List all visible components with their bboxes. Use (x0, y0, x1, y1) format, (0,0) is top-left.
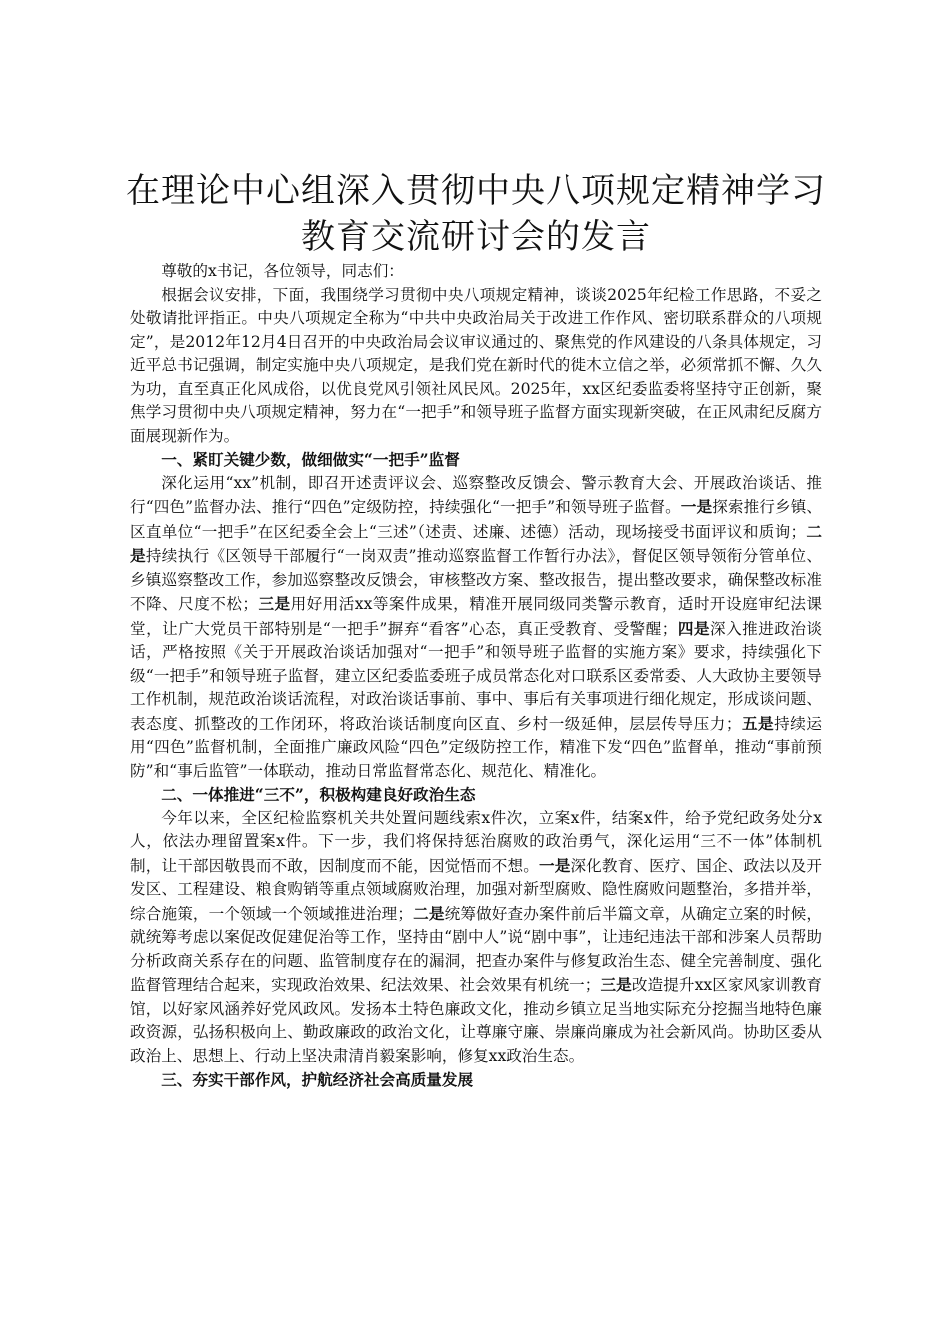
section-1-paragraph (130, 472, 822, 784)
document-title (110, 168, 842, 260)
point-text: 持续运用“四色”监督机制，全面推广廉政风险“四色”定级防控工作，精准下发“四色”监督单，推动“事前预防”和“事后监管”一体联动，推动日常监督常态化、规范化、精准化。 (130, 714, 822, 780)
section-2-heading: 二、一体推进“三不”，积极构建良好政治生态 (161, 785, 476, 804)
point-marker: 五是 (741, 713, 775, 733)
point-text: 统筹做好查办案件前后半篇文章，从确定立案的时候，就统筹考虑以案促改促建促治等工作，坚持由“剧中人”说“剧中事”，让违纪违法干部和涉案人员帮助分析政商关系存在的问题、监管制度存在的漏洞，把查办案件与修复政治生态、健全完善制度、强化监督管理结合起来，实现政治效果、纪法效果、社会效果有机统一； (130, 904, 822, 994)
point-marker: 二是 (413, 903, 445, 923)
point-text: 深化教育、医疗、国企、政法以及开发区、工程建设、粮食购销等重点领域腐败治理，加强对新型腐败、隐性腐败问题整治，多措并举，综合施策，一个领域一个领域推进治理； (130, 856, 822, 923)
point-text: 改造提升xx区家风家训教育馆，以好家风涵养好党风政风。发扬本土特色廉政文化，推动乡镇立足当地实际充分挖掘当地特色廉政资源，弘扬积极向上、勤政廉政的政治文化，让尊廉守廉、崇廉尚廉成为社会新风尚。协助区委从政治上、思想上、行动上坚决肃清肖毅案影响，修复xx政治生态。 (130, 976, 822, 1065)
point-marker: 一是 (538, 855, 571, 875)
section-2-paragraph (130, 807, 822, 1069)
point-text: 用好用活xx等案件成果，精准开展同级同类警示教育，适时开设庭审纪法课堂，让广大党员干部特别是“一把手”摒弃“看客”心态，真正受教育、受警醒； (130, 595, 822, 638)
intro-paragraph: 根据会议安排，下面，我围绕学习贯彻中央八项规定精神，谈谈2025年纪检工作思路，不妥之处敬请批评指正。中央八项规定全称为“中共中央政治局关于改进工作作风、密切联系群众的八项规定”，是2012年12月4日召开的中央政治局会议审议通过的、聚焦党的作风建设的八条具体规定，习近平总书记强调，制定实施中央八项规定，是我们党在新时代的徙木立信之举，必须常抓不懈、久久为功，直至真正化风成俗，以优良党风引领社风民风。2025年，xx区纪委监委将坚持守正创新，聚焦学习贯彻中央八项规定精神，努力在“一把手”和领导班子监督方面实现新突破，在正风肃纪反腐方面展现新作为。 (130, 285, 822, 445)
point-marker: 三是 (258, 594, 291, 613)
salutation: 尊敬的x书记，各位领导，同志们： (161, 262, 404, 280)
title-line-1: 在理论中心组深入贯彻中央八项规定精神学习 (126, 171, 826, 211)
section-1-heading: 一、紧盯关键少数，做细做实“一把手”监督 (161, 450, 460, 469)
point-marker: 二是 (130, 521, 822, 565)
section-2-lead: 今年以来，全区纪检监察机关共处置问题线索x件次，立案x件，结案x件，给予党纪政务处分x人，依法办理留置案x件。下一步，我们将保持惩治腐败的政治勇气，深化运用“三不一体”体制机制，让干部因敬畏而不敢，因制度而不能，因觉悟而不想。 (130, 808, 822, 875)
point-text: 探索推行乡镇、区直单位“一把手”在区纪委全会上“三述”（述责、述廉、述德）活动，现场接受书面评议和质询； (130, 498, 822, 541)
section-1-lead: 深化运用“xx”机制，即召开述责评议会、巡察整改反馈会、警示教育大会、开展政治谈话、推行“四色”监督办法、推行“四色”定级防控，持续强化“一把手”和领导班子监督。 (130, 473, 822, 516)
title-line-2: 教育交流研讨会的发言 (301, 217, 651, 257)
point-marker: 一是 (680, 497, 713, 516)
document-page (126, 168, 826, 1092)
point-marker: 四是 (677, 618, 710, 638)
point-text: 持续执行《区领导干部履行“一岗双责”推动巡察监督工作暂行办法》，督促区领导领衔分管单位、乡镇巡察整改工作，参加巡察整改反馈会，审核整改方案、整改报告，提出整改要求，确保整改标准不降、尺度不松； (130, 547, 822, 613)
point-text: 深入推进政治谈话，严格按照《关于开展政治谈话加强对“一把手”和领导班子监督的实施方案》要求，持续强化下级“一把手”和领导班子监督，建立区纪委监委班子成员常态化对口联系区委常委、人大政协主要领导工作机制，规范政治谈话流程，对政治谈话事前、事中、事后有关事项进行细化规定，形成谈问题、表态度、抓整改的工作闭环，将政治谈话制度向区直、乡村一级延伸，层层传导压力； (130, 619, 822, 733)
point-marker: 三是 (600, 975, 632, 994)
section-3-heading: 三、夯实干部作风，护航经济社会高质量发展 (161, 1070, 474, 1089)
